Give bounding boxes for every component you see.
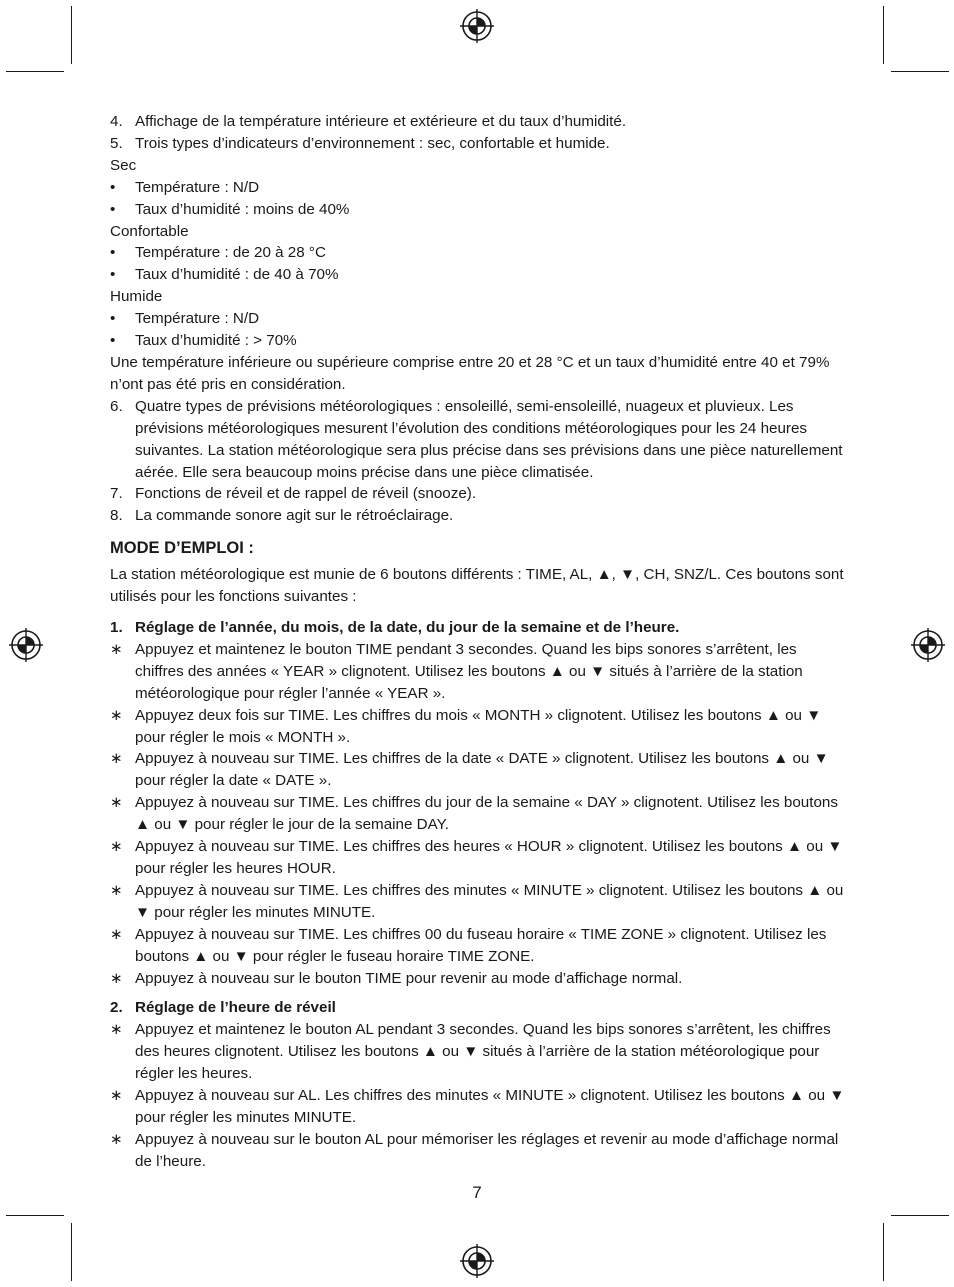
bullet-text: Taux d’humidité : > 70% xyxy=(135,332,297,350)
step-marker: ∗ xyxy=(110,750,123,768)
crop-mark xyxy=(71,6,72,64)
bullet-marker: • xyxy=(110,244,116,262)
list-item-text: Affichage de la température intérieure et extérieure et du taux d’humidité. xyxy=(135,113,627,130)
step-marker: ∗ xyxy=(110,969,123,987)
list-marker: 4. xyxy=(110,113,123,130)
step-text: Appuyez à nouveau sur TIME. Les chiffres 00 du fuseau horaire « TIME ZONE » clignotent. Utilisez les boutons ▲ ou ▼ pour régler le fuseau horaire TIME ZONE. xyxy=(135,925,827,965)
list-item xyxy=(110,111,846,133)
list-item xyxy=(110,483,846,505)
step-text: Appuyez à nouveau sur TIME. Les chiffres des minutes « MINUTE » clignotent. Utilisez les boutons ▲ ou ▼ pour régler les minutes MINUTE. xyxy=(135,881,844,921)
step-text: Appuyez à nouveau sur AL. Les chiffres des minutes « MINUTE » clignotent. Utilisez les boutons ▲ ou ▼ pour régler les minutes MINUTE. xyxy=(135,1087,845,1126)
bullet-text: Taux d’humidité : moins de 40% xyxy=(135,200,350,218)
crop-mark xyxy=(883,1223,884,1281)
step-item xyxy=(110,836,846,880)
step-text: Appuyez à nouveau sur le bouton TIME pour revenir au mode d’affichage normal. xyxy=(135,969,683,987)
subsection-heading xyxy=(110,997,846,1019)
bullet-marker: • xyxy=(110,178,116,196)
step-item xyxy=(110,639,846,705)
step-item xyxy=(110,705,846,749)
registration-mark-icon xyxy=(460,9,494,43)
subsection-number: 1. xyxy=(110,619,123,637)
step-item xyxy=(110,1085,846,1129)
bullet-item xyxy=(110,308,846,330)
page-number: 7 xyxy=(472,1183,482,1202)
list-marker: 7. xyxy=(110,485,123,503)
bullet-item xyxy=(110,242,846,264)
list-item-text: Trois types d’indicateurs d’environnement : sec, confortable et humide. xyxy=(135,134,610,152)
step-item xyxy=(110,1019,846,1085)
subsection-number: 2. xyxy=(110,999,123,1017)
subsection-heading xyxy=(110,617,846,639)
list-item-text: Fonctions de réveil et de rappel de réveil (snooze). xyxy=(135,485,477,503)
bullet-text: Taux d’humidité : de 40 à 70% xyxy=(135,266,339,284)
list-item-text: La commande sonore agit sur le rétroéclairage. xyxy=(135,507,454,525)
bullet-marker: • xyxy=(110,266,116,284)
note-paragraph: Une température inférieure ou supérieure comprise entre 20 et 28 °C et un taux d’humidité entre 40 et 79% n’ont pas été pris en considération. xyxy=(110,353,830,393)
step-text: Appuyez à nouveau sur TIME. Les chiffres de la date « DATE » clignotent. Utilisez les boutons ▲ ou ▼ pour régler la date « DATE ». xyxy=(135,750,829,790)
step-marker: ∗ xyxy=(110,1021,123,1039)
list-marker: 8. xyxy=(110,507,123,525)
bullet-marker: • xyxy=(110,332,116,350)
bullet-marker: • xyxy=(110,200,116,218)
step-item xyxy=(110,968,846,990)
crop-mark xyxy=(6,1215,64,1216)
step-item xyxy=(110,748,846,792)
step-item xyxy=(110,792,846,836)
step-marker: ∗ xyxy=(110,838,123,856)
list-marker: 6. xyxy=(110,397,123,415)
page-content xyxy=(110,111,846,1173)
step-text: Appuyez à nouveau sur le bouton AL pour mémoriser les réglages et revenir au mode d’affichage normal de l’heure. xyxy=(135,1130,839,1170)
step-marker: ∗ xyxy=(110,706,123,724)
list-item xyxy=(110,396,846,484)
list-item-text: Quatre types de prévisions météorologiques : ensoleillé, semi-ensoleillé, nuageux et pluvieux. Les prévisions météorologiques mesurent l’évolution des conditions météorologiques pour les 24 heures suivantes. La station météorologique sera plus précise dans ses prévisions dans une pièce naturellement aérée. Elle sera beaucoup moins précise dans une pièce climatisée. xyxy=(135,397,843,481)
bullet-item xyxy=(110,264,846,286)
bullet-item xyxy=(110,330,846,352)
registration-mark-icon xyxy=(460,1244,494,1278)
step-text: Appuyez et maintenez le bouton AL pendant 3 secondes. Quand les bips sonores s’arrêtent, les chiffres des heures clignotent. Utilisez les boutons ▲ ou ▼ situés à l’arrière de la station météorologique pour régler les heures. xyxy=(135,1021,831,1083)
step-marker: ∗ xyxy=(110,1130,123,1148)
bullet-text: Température : N/D xyxy=(135,310,260,328)
crop-mark xyxy=(891,1215,949,1216)
step-item xyxy=(110,1129,846,1173)
list-marker: 5. xyxy=(110,134,123,152)
step-item xyxy=(110,924,846,968)
subsection-title: Réglage de l’année, du mois, de la date, du jour de la semaine et de l’heure. xyxy=(135,619,680,637)
category-title: Confortable xyxy=(110,222,189,240)
category-title: Sec xyxy=(110,156,137,174)
step-marker: ∗ xyxy=(110,640,123,658)
bullet-marker: • xyxy=(110,310,116,328)
crop-mark xyxy=(891,71,949,72)
crop-mark xyxy=(883,6,884,64)
registration-mark-icon xyxy=(9,628,43,662)
step-marker: ∗ xyxy=(110,925,123,943)
subsection-title: Réglage de l’heure de réveil xyxy=(135,999,336,1017)
category-title: Humide xyxy=(110,288,163,306)
registration-mark-icon xyxy=(911,628,945,662)
crop-mark xyxy=(6,71,64,72)
crop-mark xyxy=(71,1223,72,1281)
list-item xyxy=(110,505,846,527)
bullet-item xyxy=(110,199,846,221)
intro-paragraph: La station météorologique est munie de 6 boutons différents : TIME, AL, ▲, ▼, CH, SNZ/L. Ces boutons sont utilisés pour les fonctions suivantes : xyxy=(110,566,844,606)
step-marker: ∗ xyxy=(110,1087,123,1105)
section-heading: MODE D’EMPLOI : xyxy=(110,539,254,558)
step-text: Appuyez à nouveau sur TIME. Les chiffres des heures « HOUR » clignotent. Utilisez les boutons ▲ ou ▼ pour régler les heures HOUR. xyxy=(135,838,843,877)
bullet-text: Température : N/D xyxy=(135,178,260,196)
step-text: Appuyez à nouveau sur TIME. Les chiffres du jour de la semaine « DAY » clignotent. Utilisez les boutons ▲ ou ▼ pour régler le jour de la semaine DAY. xyxy=(135,794,838,834)
step-marker: ∗ xyxy=(110,881,123,899)
step-text: Appuyez et maintenez le bouton TIME pendant 3 secondes. Quand les bips sonores s’arrêtent, les chiffres des années « YEAR » clignotent. Utilisez les boutons ▲ ou ▼ situés à l’arrière de la station météorologique pour régler l’année « YEAR ». xyxy=(135,640,803,702)
step-text: Appuyez deux fois sur TIME. Les chiffres du mois « MONTH » clignotent. Utilisez les boutons ▲ ou ▼ pour régler le mois « MONTH ». xyxy=(135,706,822,746)
step-marker: ∗ xyxy=(110,794,123,812)
step-item xyxy=(110,880,846,924)
bullet-item xyxy=(110,177,846,199)
list-item xyxy=(110,133,846,155)
bullet-text: Température : de 20 à 28 °C xyxy=(135,244,326,262)
